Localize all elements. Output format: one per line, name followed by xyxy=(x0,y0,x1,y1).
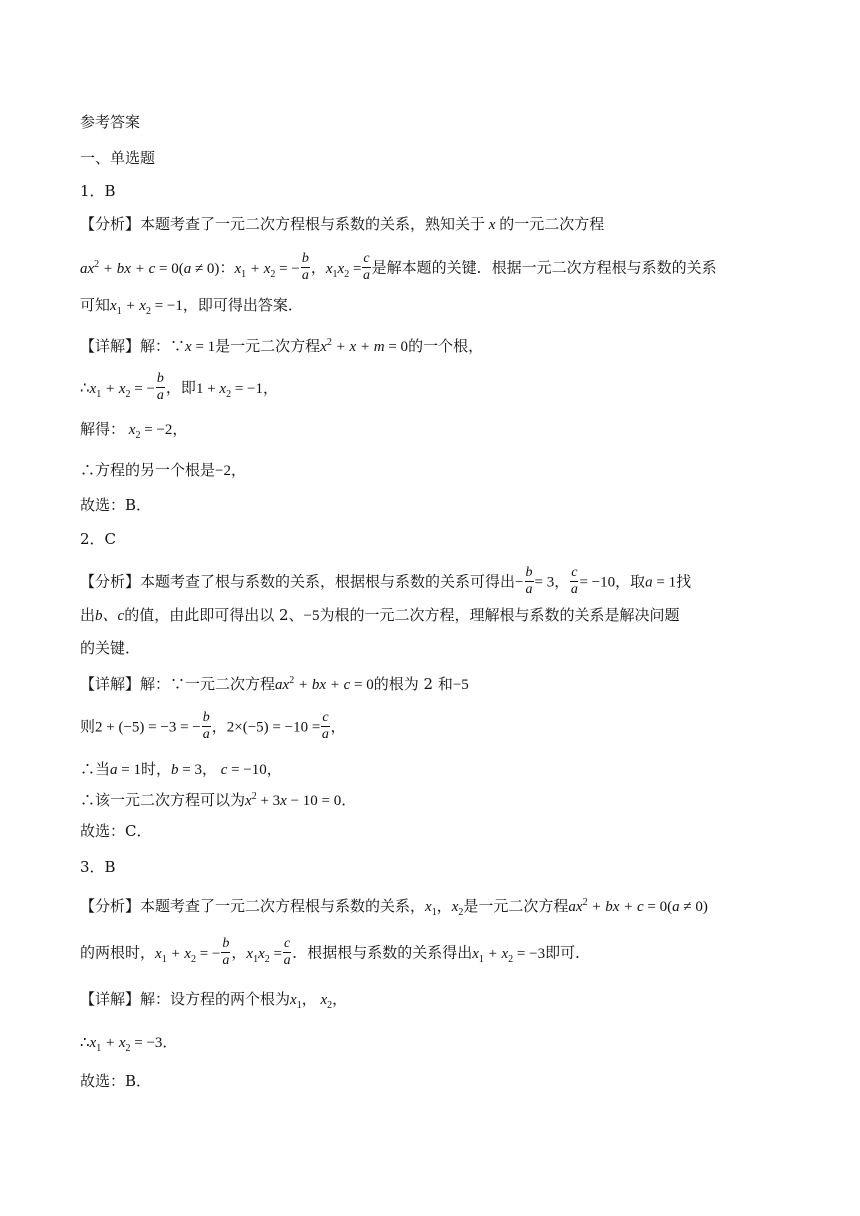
q3-detail-line2: $\therefore x_1 + x_2 = -3$． xyxy=(80,1033,178,1054)
q2-detail-line1: 【详解】解：∵一元二次方程$ax^2$ + bx + c = 0的根为 2 和−5 xyxy=(80,675,469,693)
q2-analysis-line1: 【分析】本题考查了根与系数的关系，根据根与系数的关系可得出− $\frac{b}{a}$ = 3， $\frac{c}{a}$ = −10，取a = 1找 xyxy=(80,565,692,597)
q2-analysis-line2: 出b、c的值，由此即可得出以 2、−5为根的一元二次方程，理解根与系数的关系是解决问题 xyxy=(80,606,680,624)
q1-detail-line1: 【详解】解：∵x = 1是一元二次方程$x^2 + x + m = 0$的一个根， xyxy=(80,337,484,355)
analysis-label: 【分析】 xyxy=(80,572,141,591)
fraction: $\frac{c}{a}$ xyxy=(283,936,291,968)
q1-answer: 1．B xyxy=(80,182,116,200)
fraction: $\frac{b}{a}$ xyxy=(525,565,533,597)
detail-label: 【详解】 xyxy=(80,675,141,693)
page-title: 参考答案 xyxy=(80,113,141,131)
q1-final-answer: 故选：B． xyxy=(80,496,152,514)
q3-analysis-line2: 的两根时，$x_1 + x_2$ = − $\frac{b}{a}$ ，$x_1x_2$ = $\frac{c}{a}$ ．根据根与系数的关系得出$x_1 + x_2 = -3$即可． xyxy=(80,936,591,968)
q3-detail-line1: 【详解】解：设方程的两个根为$x_1$， $x_2$， xyxy=(80,990,348,1011)
fraction: $\frac{b}{a}$ xyxy=(202,710,210,742)
q3-analysis-line1: 【分析】本题考查了一元二次方程根与系数的关系，$x_1$，$x_2$是一元二次方程$ax^2$ + bx + c = 0(a ≠ 0) xyxy=(80,897,708,918)
q3-answer: 3．B xyxy=(80,858,116,876)
q1-analysis-line2: $ax^2$ + bx + c = 0(a ≠ 0)：$x_1 + x_2$ = − $\frac{b}{a}$ ，$x_1x_2$ = $\frac{c}{a}$ 是解本题的关键．根据一元二次方程根与系数的关系 xyxy=(80,251,717,283)
fraction: $\frac{c}{a}$ xyxy=(321,710,329,742)
fraction: $\frac{c}{a}$ xyxy=(570,565,578,597)
q2-detail-line3: ∴当a = 1时，b = 3， c = −10， xyxy=(80,760,282,778)
q2-final-answer: 故选：C． xyxy=(80,822,152,840)
analysis-label: 【分析】 xyxy=(80,215,141,233)
q2-analysis-line3: 的关键． xyxy=(80,639,141,657)
fraction: $\frac{b}{a}$ xyxy=(222,936,230,968)
section-heading: 一、单选题 xyxy=(80,149,156,167)
analysis-label: 【分析】 xyxy=(80,897,141,915)
fraction: $\frac{c}{a}$ xyxy=(363,251,371,283)
q2-answer: 2．C xyxy=(80,530,117,548)
q1-detail-line4: ∴方程的另一个根是−2， xyxy=(80,461,246,479)
q1-detail-line3: 解得： $x_2 = -2$， xyxy=(80,420,188,441)
detail-label: 【详解】 xyxy=(80,337,141,355)
q1-analysis-line3: 可知$x_1 + x_2 = -1$，即可得出答案． xyxy=(80,296,303,317)
fraction: $\frac{b}{a}$ xyxy=(156,371,164,403)
q1-analysis-line1: 【分析】本题考查了一元二次方程根与系数的关系，熟知关于 x 的一元二次方程 xyxy=(80,215,605,233)
q3-final-answer: 故选：B． xyxy=(80,1072,152,1090)
detail-label: 【详解】 xyxy=(80,990,141,1008)
fraction: $\frac{b}{a}$ xyxy=(301,251,309,283)
q2-detail-line4: ∴该一元二次方程可以为$x^2 + 3x - 10 = 0$． xyxy=(80,791,357,809)
q2-detail-line2: 则2 + (−5) = −3 = − $\frac{b}{a}$ ，2×(−5) = −10 = $\frac{c}{a}$ ， xyxy=(80,710,346,742)
q1-detail-line2: $\therefore x_1 + x_2$ = − $\frac{b}{a}$ ，即$1 + x_2 = -1$， xyxy=(80,371,278,403)
